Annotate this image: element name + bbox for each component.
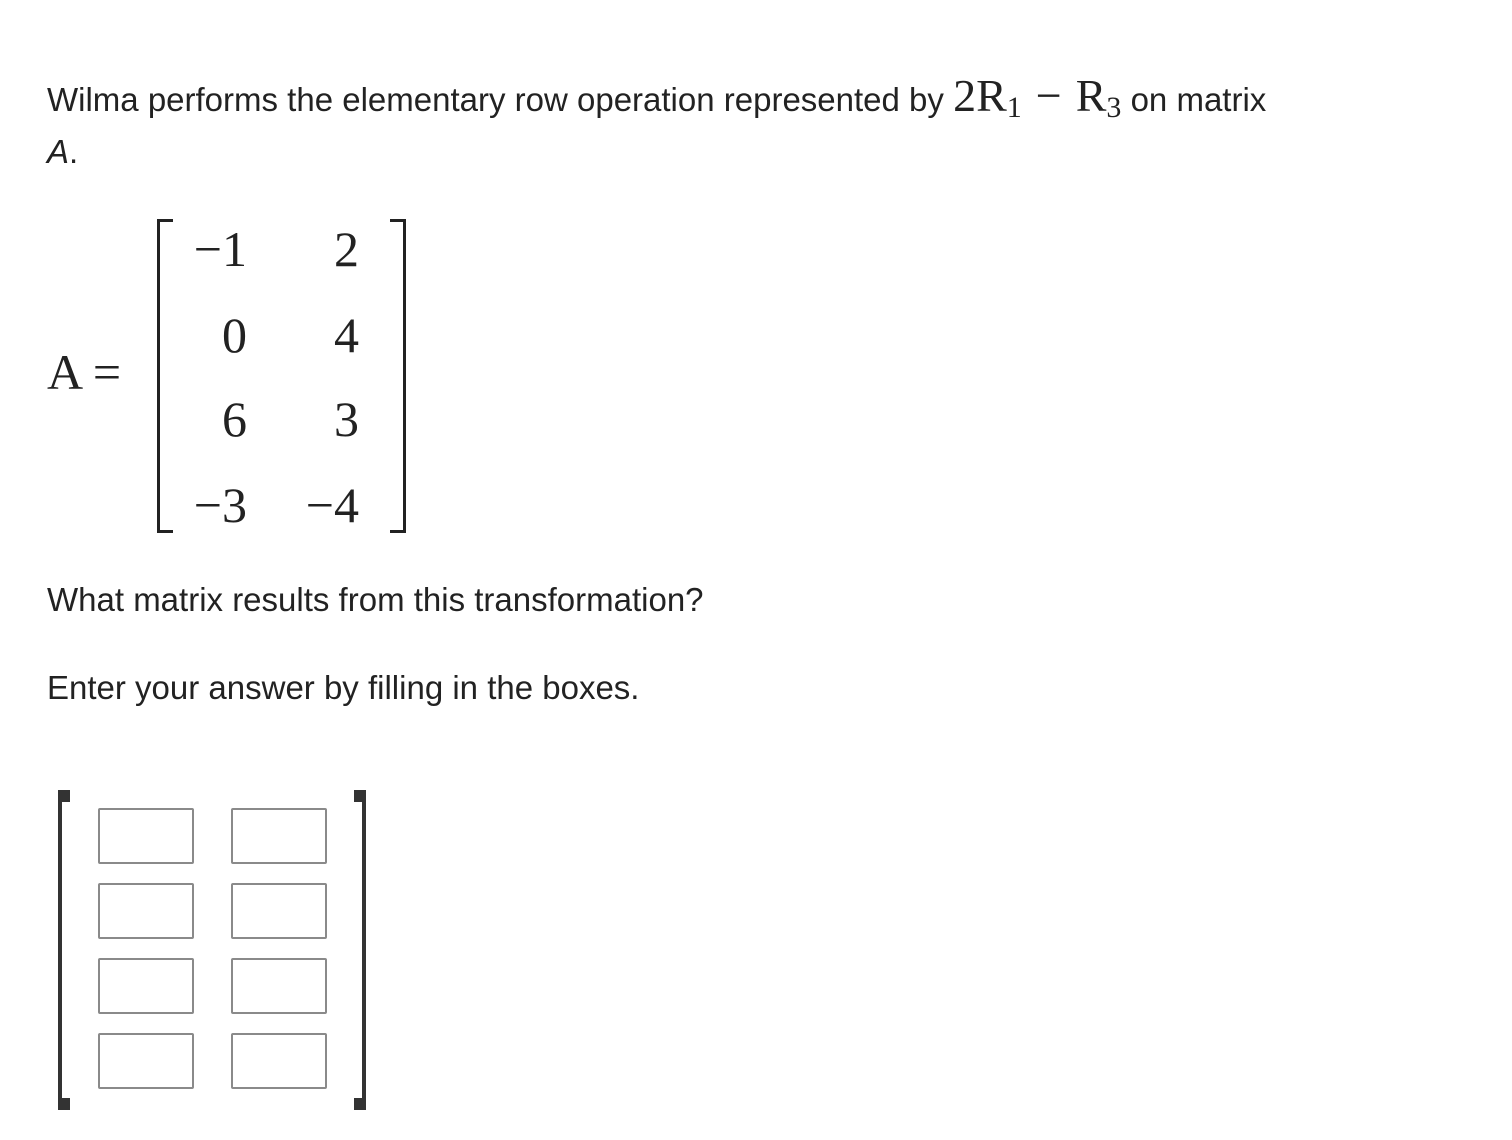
operation-row-2: R <box>1075 70 1107 121</box>
bracket-cap <box>354 1098 366 1110</box>
question-text-after: on matrix <box>1130 81 1267 118</box>
matrix-cell-r2-c1: 0 <box>222 307 247 363</box>
matrix-label: A = <box>47 344 122 400</box>
question-period: . <box>69 133 79 170</box>
answer-input-r4-c2[interactable] <box>231 1033 327 1089</box>
operation-row-2-index: 3 <box>1106 91 1122 124</box>
bracket-cap <box>354 790 366 802</box>
matrix-name: A <box>47 133 70 170</box>
right-bracket <box>390 219 406 533</box>
matrix-cell-r3-c2: 3 <box>334 391 359 447</box>
operation-coefficient: 2 <box>953 70 977 121</box>
answer-input-r1-c1[interactable] <box>98 808 194 864</box>
matrix-cell-r4-c1: −3 <box>193 477 247 533</box>
matrix-cell-r1-c2: 2 <box>334 221 359 277</box>
operation-row-1: R <box>976 70 1007 121</box>
question-text <box>47 70 1467 178</box>
matrix-cell-r4-c2: −4 <box>305 477 359 533</box>
answer-input-r3-c2[interactable] <box>231 958 327 1014</box>
bracket-cap <box>58 1098 70 1110</box>
instructions: Enter your answer by filling in the boxes. <box>47 669 640 706</box>
row-operation <box>953 70 1122 124</box>
operation-row-1-index: 1 <box>1006 91 1022 124</box>
matrix-cell-r3-c1: 6 <box>222 391 247 447</box>
given-matrix <box>47 215 427 535</box>
matrix-cell-r2-c2: 4 <box>334 307 359 363</box>
answer-input-r2-c1[interactable] <box>98 883 194 939</box>
answer-input-r3-c1[interactable] <box>98 958 194 1014</box>
answer-input-r2-c2[interactable] <box>231 883 327 939</box>
answer-input-r1-c2[interactable] <box>231 808 327 864</box>
answer-right-bracket <box>354 790 366 1110</box>
operation-operator: − <box>1035 70 1062 121</box>
answer-matrix <box>58 790 378 1110</box>
answer-input-r4-c1[interactable] <box>98 1033 194 1089</box>
matrix-cell-r1-c1: −1 <box>193 221 247 277</box>
bracket-cap <box>58 790 70 802</box>
answer-left-bracket <box>58 790 70 1110</box>
question-text-before: Wilma performs the elementary row operation represented by <box>47 81 944 118</box>
question-prompt: What matrix results from this transformation? <box>47 581 704 618</box>
